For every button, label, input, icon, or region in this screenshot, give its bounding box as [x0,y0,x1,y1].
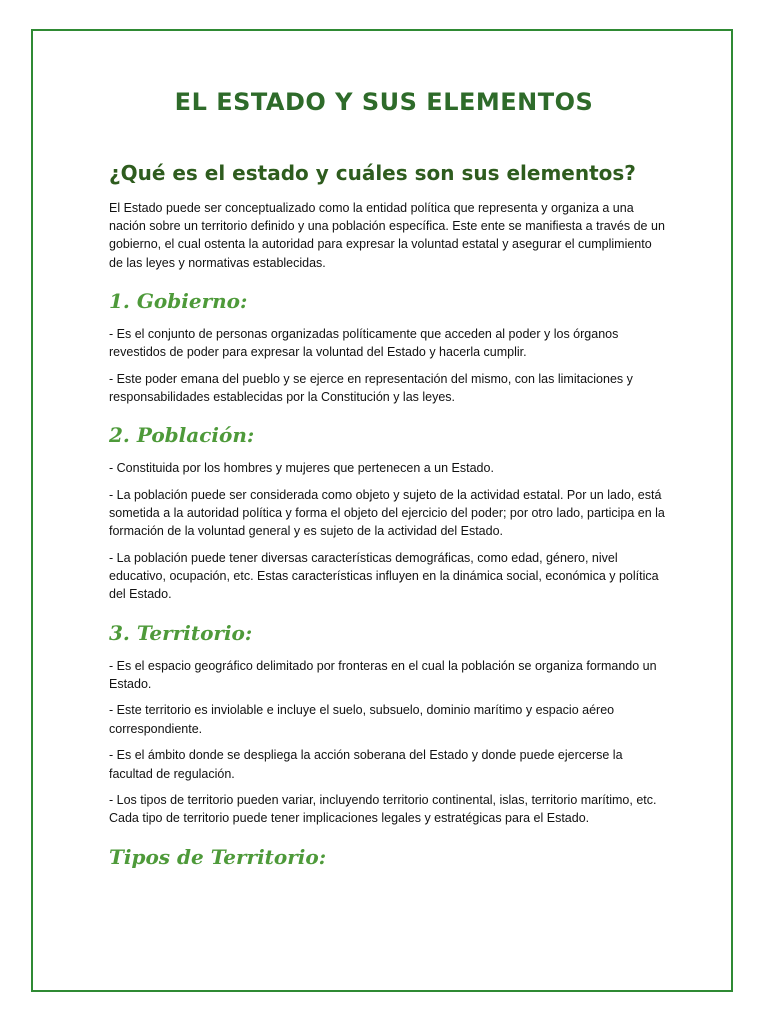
document-title: EL ESTADO Y SUS ELEMENTOS [174,88,594,116]
section-item: - Los tipos de territorio pueden variar, incluyendo territorio continental, islas, territorio marítimo, etc. Cada tipo de territorio puede tener implicaciones legales y estratégicas para el Estado. [109,793,657,826]
section-item: - La población puede tener diversas características demográficas, como edad, género, nivel educativo, ocupación, etc. Estas características influyen en la dinámica social, económica y política del Estado. [109,550,659,602]
section-item: - Este poder emana del pueblo y se ejerce en representación del mismo, con las limitaciones y responsabilidades establecidas por la Constitución y las leyes. [109,371,633,404]
section-territorio [109,620,665,828]
document-body [109,158,665,881]
question-heading: ¿Qué es el estado y cuáles son sus elementos? [109,161,636,185]
section-heading: 3. Territorio: [109,620,253,645]
section-heading: 1. Gobierno: [109,288,248,313]
intro-paragraph: El Estado puede ser conceptualizado como la entidad política que representa y organiza a una nación sobre un territorio definido y una población específica. Este ente se manifiesta a través de un gobierno, el cual ostenta la autoridad para expresar la voluntad estatal y asegurar el cumplimiento de las leyes y normativas establecidas. [109,201,665,270]
section-item: - Constituida por los hombres y mujeres que pertenecen a un Estado. [109,461,494,476]
section-heading: 2. Población: [109,423,255,448]
section-gobierno [109,288,665,406]
section-item: - Es el ámbito donde se despliega la acción soberana del Estado y donde puede ejercerse la facultad de regulación. [109,748,623,781]
section-item: - La población puede ser considerada como objeto y sujeto de la actividad estatal. Por un lado, está sometida a la autoridad política y forma el objeto del ejercicio del poder; por otro lado, participa en la formación de la voluntad general y es sujeto de la actividad del Estado. [109,487,665,539]
section-item: - Este territorio es inviolable e incluye el suelo, subsuelo, dominio marítimo y espacio aéreo correspondiente. [109,703,615,736]
section-poblacion [109,422,665,603]
section-item: - Es el espacio geográfico delimitado por fronteras en el cual la población se organiza formando un Estado. [109,658,657,691]
section-item: - Es el conjunto de personas organizadas políticamente que acceden al poder y los órganos revestidos de poder para expresar la voluntad del Estado y hacerla cumplir. [109,326,619,360]
tipos-territorio-heading: Tipos de Territorio: [109,844,327,869]
